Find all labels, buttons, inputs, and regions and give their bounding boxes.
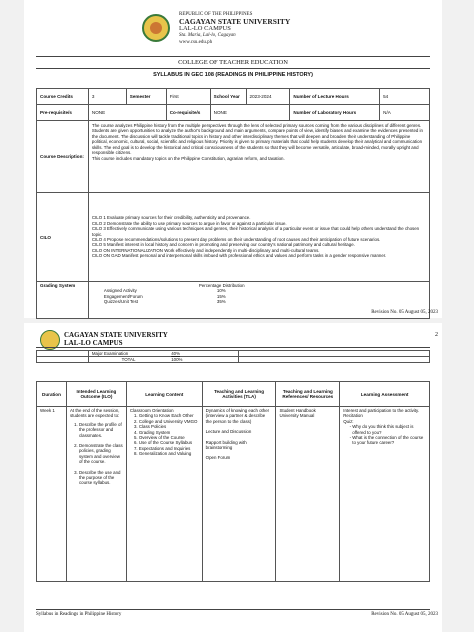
school-year-label: School Year [210,89,246,105]
grading-item-pct: 35% [216,299,226,305]
column-header: Teaching and Learning References/ Resources [276,382,340,407]
content-item: 1. Getting to Know Each Other [139,413,199,418]
content-title: Classroom Orientation [129,408,174,413]
tla-item: Lecture and Discussion [205,429,252,435]
college-name: COLLEGE OF TEACHER EDUCATION [178,59,288,66]
column-header: Duration [37,382,67,407]
lecture-hours-value: 54 [380,89,430,105]
assessment-cell [340,407,430,582]
page-number: 2 [435,332,438,338]
content-item: 5. Overview of the Course [139,435,199,440]
page2-letterhead [64,332,168,347]
divider [36,347,430,348]
description-text: The course analyzes Philippine history from the multiple perspectives through the lens of selected primary sources coming from the various disciplines of different genres. Students are given opportunities to analyze the author's background and main arguments, compare points of view, identify biases and examine the evidences presented in the document. The discussion will tackle traditional topics in history and other interdisciplinary themes that will deepen and broaden their understanding of Philippine political, economic, cultural, social, scientific and religious history. Priority is given to primary materials that could help students develop their analytical and communication skills. The end goal is to develop the historical and critical consciousness of the students so that they will become versatile, articulate, broad-minded, morally upright and responsible citizens. [91,123,423,156]
lab-hours-value: N/A [380,105,430,121]
website-link[interactable]: www.csu.edu.ph [179,40,213,45]
tla-item: Dynamics of knowing each other (interview a partner & describe the person to the class) [205,408,270,424]
campus-address: Sta. Maria, Lal-lo, Cagayan [179,33,236,38]
lecture-hours-label: Number of Lecture Hours [290,89,380,105]
university-name: CAGAYAN STATE UNIVERSITY [64,331,168,339]
grading-row [92,299,426,304]
divider [36,609,430,610]
tla-item: Rapport building with brainstorming [205,439,247,451]
campus-name: LAL-LO CAMPUS [179,25,231,32]
syllabus-page-2 [24,323,442,632]
tla-cell [202,407,276,582]
grading-continuation-table [36,350,430,363]
grading-item-pct: 15% [216,293,226,299]
semester-label: Semester [126,89,166,105]
syllabus-title: SYLLABUS IN GEC 108 (READINGS IN PHILIPPINE HISTORY) [153,72,313,78]
clo-item: CILO 2 Demonstrate the ability to use primary sources to argue in favor or against a particular issue. [91,220,287,226]
republic-line: REPUBLIC OF THE PHILIPPINES [179,12,253,17]
footer-revision: Revision No. 05 August 05, 2023 [371,612,438,617]
clo-item: CILO 5 Manifest interest in local history and concern in promoting and preserving our country's national patrimony and cultural heritage. [91,242,355,248]
grading-item-name: Assigned Activity [103,288,137,294]
campus-name: LAL-LO CAMPUS [64,338,123,347]
clo-item: CILO ON INTERNATIONALIZATION Work effectively and independently in multi-disciplinary and multi-cultural teams. [91,247,320,253]
assessment-quiz: Quiz: [343,418,354,424]
grading-item-name: Quizzes/Unit Test [103,299,138,305]
assessment-item: - Why do you think this subject is offered to you? [352,424,426,435]
content-item: 2. College and University VMGO [139,419,199,424]
column-header: Teaching and Learning Activities (TLA) [202,382,276,407]
description-label: Course Description: [37,121,89,193]
letterhead [179,11,290,46]
course-description [88,121,429,193]
table-row [37,193,430,282]
prereq-label: Pre-requisite/s [37,105,89,121]
exam-label: Major Examination [88,351,168,357]
grading-label: Grading System [37,282,89,319]
grading-item-name: Engagement/Forum [103,293,143,299]
prereq-value: NONE [88,105,166,121]
total-pct: 100% [168,357,238,363]
divider [36,68,430,69]
lab-hours-label: Number of Laboratory Hours [290,105,380,121]
semester-value: First [166,89,210,105]
content-item: 3. Class Policies [139,424,199,429]
table-row [37,121,430,193]
assessment-item: - What is the connection of the course to your future career? [352,435,426,446]
duration-cell: Week 1 [37,407,67,582]
clo-item: CILO 1 Evaluate primary sources for their credibility, authenticity and provenance. [91,215,251,221]
description-note: This course includes mandatory topics on the Philippine Constitution, agrarian reform, and taxation. [91,156,285,162]
content-item: 6. Use of the Course Syllabus [139,440,199,445]
coreq-value: NONE [210,105,290,121]
learning-plan-table [36,381,430,582]
tla-item: Open Forum [205,455,231,461]
credits-value: 3 [88,89,126,105]
credits-label: Course Credits [37,89,89,105]
content-item: 4. Grading System [139,430,199,435]
total-label: TOTAL [88,357,168,363]
coreq-label: Co-requisite/s [166,105,210,121]
course-info-table [36,88,430,319]
exam-pct: 40% [168,351,238,357]
university-seal-logo [142,14,170,42]
grading-item-pct: 10% [216,288,226,294]
ilo-intro: At the end of the session, students are expected to: [69,408,120,419]
ilo-item: 1. Describe the profile of the professor and classmates. [79,422,123,438]
syllabus-page-1 [24,0,442,318]
footer-title: Syllabus in Readings in Philippine History [36,612,122,617]
clo-label: CILO [37,193,89,282]
content-item: 7. Expectations and Inquiries [139,446,199,451]
table-row [37,89,430,105]
divider [36,56,430,57]
table-header-row [37,382,430,407]
ilo-item: 2. Demonstrate the class policies, grading system and overview of the course. [79,443,123,465]
clo-item: CILO 4 Propose recommendations/solutions to present day problems on their understanding of root causes and their anticipation of future scenarios. [91,237,381,242]
table-row [37,407,430,582]
table-row [37,357,430,363]
distribution-label: Percentage Distribution [198,283,245,288]
school-year-value: 2023-2024 [246,89,290,105]
column-header: Learning Assessment [340,382,430,407]
column-header: Intended Learning Outcome (ILO) [66,382,126,407]
table-row [37,105,430,121]
assessment-intro: Interest and participation to the activity. [343,408,420,413]
ilo-cell [66,407,126,582]
clo-item: CILO ON GAD Manifest personal and interpersonal skills imbued with professional ethics and values and perform tasks in a gender responsive manner. [91,253,387,259]
column-header: Learning Content [126,382,202,407]
content-item: 8. Generalization and Valuing [139,451,199,456]
resources-cell: Student Handbook University Manual [276,407,340,582]
revision-note: Revision No. 05 August 05, 2023 [371,310,438,315]
ilo-item: 3. Describe the use and the purpose of the course syllabus. [79,470,123,486]
clo-list [88,193,429,282]
university-name: CAGAYAN STATE UNIVERSITY [179,17,291,26]
clo-item: CILO 3 Effectively communicate using various techniques and genres, their historical analysis of a particular event or issue that could help others understand the chosen topic. [91,226,420,237]
content-cell [126,407,202,582]
assessment-recitation: Recitation [343,413,363,419]
